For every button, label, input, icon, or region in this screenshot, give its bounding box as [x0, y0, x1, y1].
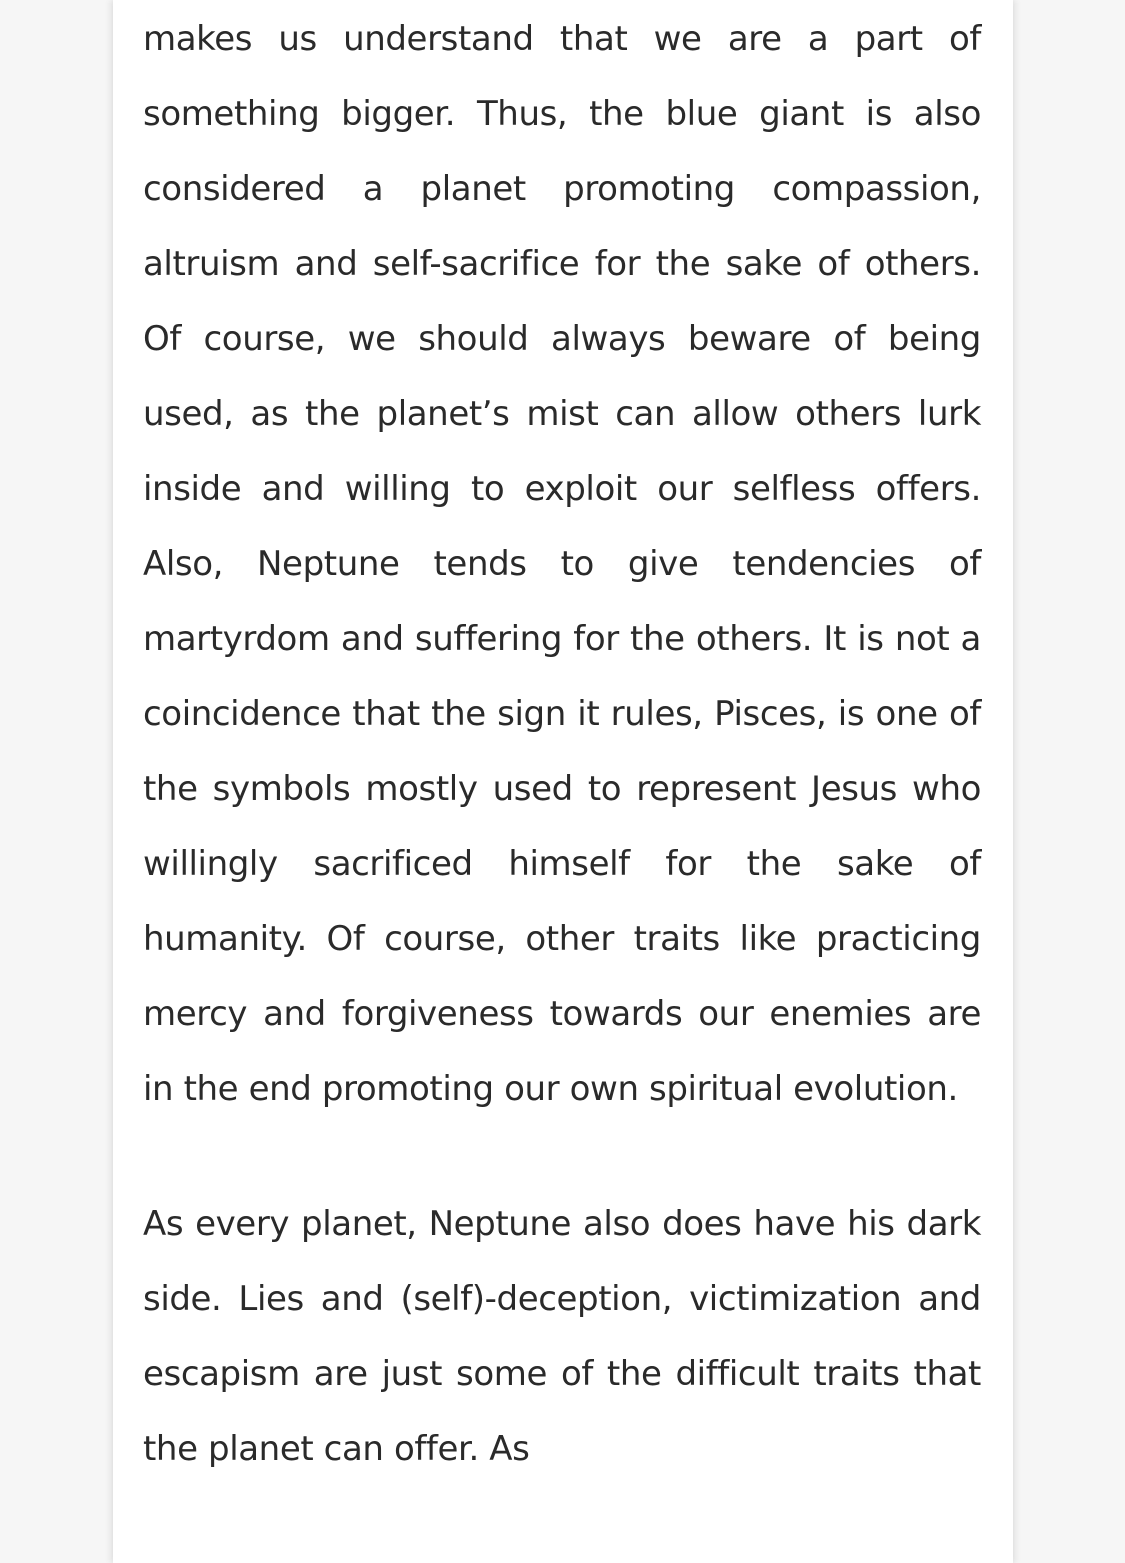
- paragraph-neptune-compassion: makes us understand that we are a part of something bigger. Thus, the blue giant is also considered a planet promoting compassion, altruism and self-sacrifice for the sake of others. Of course, we should always beware of being used, as the planet’s mist can allow others lurk inside and willing to exploit our selfless offers. Also, Neptune tends to give tendencies of martyrdom and suffering for the others. It is not a coincidence that the sign it rules, Pisces, is one of the symbols mostly used to represent Jesus who willingly sacrificed himself for the sake of humanity. Of course, other traits like practicing mercy and forgiveness towards our enemies are in the end promoting our own spiritual evolution.: [143, 19, 981, 1109]
- paragraph-neptune-dark-side: As every planet, Neptune also does have his dark side. Lies and (self)-deception, victimization and escapism are just some of the difficult traits that the planet can offer. As: [143, 1204, 981, 1469]
- article-body: [143, 2, 981, 1487]
- article-page: [113, 0, 1013, 1563]
